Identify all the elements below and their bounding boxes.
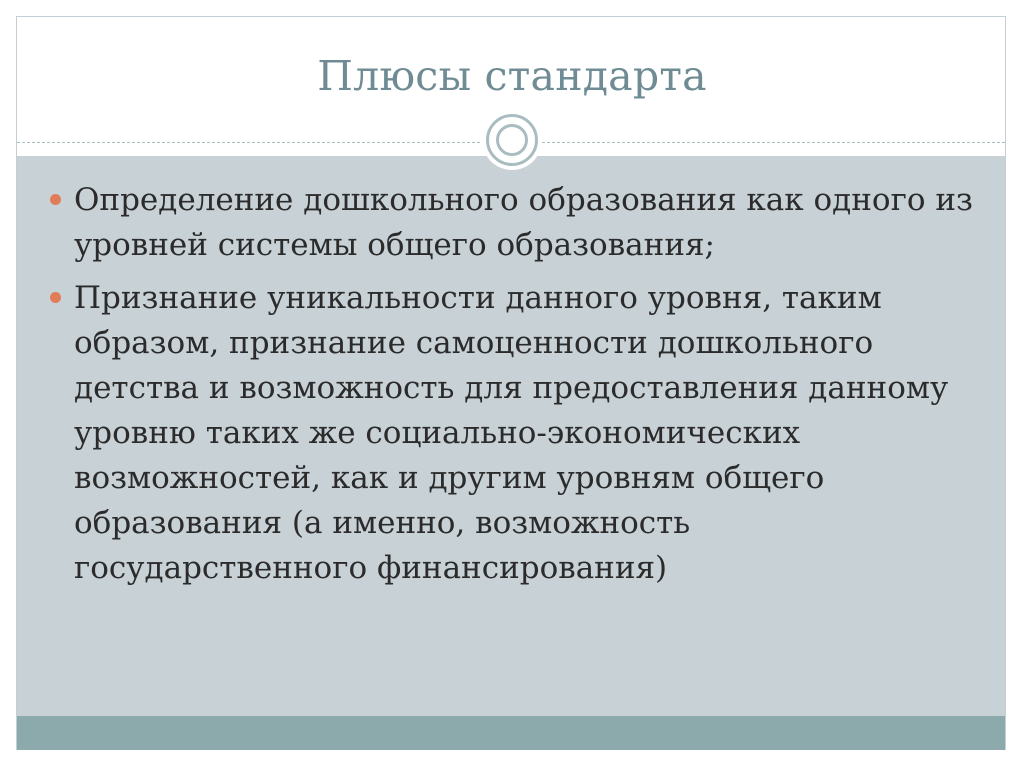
slide-title: Плюсы стандарта [317,52,707,100]
bullet-item [46,178,976,268]
footer-bar [17,716,1005,750]
bullet-dot-icon [50,292,61,303]
ring-inner-circle [496,124,528,156]
bullet-item [46,276,976,591]
bullet-text: Признание уникальности данного уровня, таким образом, признание самоценности дошкольного детства и возможность для предоставления данному уровню таких же социально-экономических возможностей, как и другим уровням общего образования (а именно, возможность государственного финансирования) [74,280,949,586]
bullet-list [46,178,976,599]
double-ring-icon [486,114,538,166]
bullet-text: Определение дошкольного образования как одного из уровней системы общего образования; [74,182,973,263]
bullet-dot-icon [50,194,61,205]
